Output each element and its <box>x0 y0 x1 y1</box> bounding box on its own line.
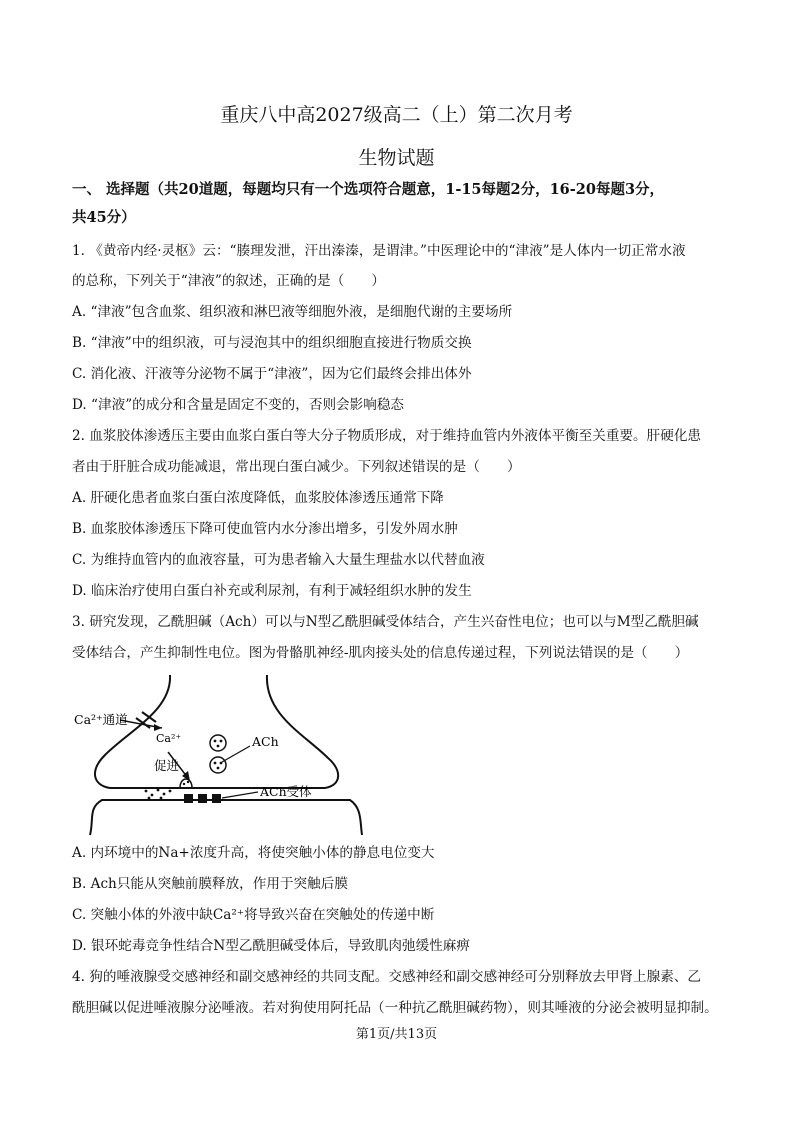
question-3-option-d: D. 银环蛇毒竞争性结合N型乙酰胆碱受体后，导致肌肉弛缓性麻痹 <box>72 938 470 954</box>
axon-terminal-outline <box>95 675 338 788</box>
section-heading-cont: 共45分） <box>72 209 136 226</box>
ach-receptor-label: ACh受体 <box>260 784 312 799</box>
question-3-option-b: B. Ach只能从突触前膜释放，作用于突触后膜 <box>72 876 348 892</box>
question-1-option-b: B. “津液”中的组织液，可与浸泡其中的组织细胞直接进行物质交换 <box>72 335 472 351</box>
page-footer: 第1页/共13页 <box>355 1027 438 1042</box>
question-4-stem-line1: 4. 狗的唾液腺受交感神经和副交感神经的共同支配。交感神经和副交感神经可分别释放去甲肾上腺素、乙 <box>72 969 702 985</box>
question-1-option-a: A. “津液”包含血浆、组织液和淋巴液等细胞外液，是细胞代谢的主要场所 <box>72 304 513 320</box>
ach-receptor-icon <box>184 794 221 803</box>
question-3-option-a: A. 内环境中的Na+浓度升高，将使突触小体的静息电位变大 <box>72 845 435 861</box>
question-3-stem-line1: 3. 研究发现，乙酰胆碱（Ach）可以与N型乙酰胆碱受体结合，产生兴奋性电位；也可以与M型乙酰胆碱 <box>72 614 699 630</box>
question-1-option-d: D. “津液”的成分和含量是固定不变的，否则会影响稳态 <box>72 397 405 413</box>
synapse-diagram <box>70 670 410 840</box>
ach-leader <box>222 746 250 762</box>
question-1-option-c: C. 消化液、汗液等分泌物不属于“津液”，因为它们最终会排出体外 <box>72 366 472 382</box>
question-3-option-c: C. 突触小体的外液中缺Ca²⁺将导致兴奋在突触处的传递中断 <box>72 907 435 923</box>
ca-channel-label: Ca²⁺通道 <box>74 712 128 727</box>
question-1-stem-line1: 1. 《黄帝内经·灵枢》云：“腠理发泄，汗出溱溱，是谓津。”中医理论中的“津液”是人体内一切正常水液 <box>72 243 686 259</box>
question-4-stem-line2: 酰胆碱以促进唾液腺分泌唾液。若对狗使用阿托品（一种抗乙酰胆碱药物），则其唾液的分泌会被明显抑制。 <box>72 1000 718 1016</box>
question-1-stem-line2: 的总称，下列关于“津液”的叙述，正确的是（ ） <box>72 273 385 289</box>
exam-title: 重庆八中高2027级高二（上）第二次月考 <box>220 104 573 126</box>
vesicle-icon <box>180 735 226 788</box>
postsynaptic-membrane <box>90 800 362 835</box>
section-heading: 一、 选择题（共20道题，每题均只有一个选项符合题意，1-15每题2分，16-20每题3分， <box>72 181 665 198</box>
ca-ion-label: Ca²⁺ <box>156 732 182 745</box>
receptor-leader <box>222 792 258 798</box>
released-ach-dots <box>145 789 172 800</box>
promote-label: 促进 <box>154 758 180 773</box>
question-2-option-c: C. 为维持血管内的血液容量，可为患者输入大量生理盐水以代替血液 <box>72 552 485 568</box>
ach-label: ACh <box>252 734 279 749</box>
question-2-stem-line2: 者由于肝脏合成功能减退，常出现白蛋白减少。下列叙述错误的是（ ） <box>72 459 521 475</box>
question-2-option-b: B. 血浆胶体渗透压下降可使血管内水分渗出增多，引发外周水肿 <box>72 521 458 537</box>
question-3-stem-line2: 受体结合，产生抑制性电位。图为骨骼肌神经-肌肉接头处的信息传递过程，下列说法错误的是（ ） <box>72 645 689 661</box>
question-2-stem-line1: 2. 血浆胶体渗透压主要由血浆白蛋白等大分子物质形成，对于维持血管内外液体平衡至关重要。肝硬化患 <box>72 428 702 444</box>
question-2-option-a: A. 肝硬化患者血浆白蛋白浓度降低，血浆胶体渗透压通常下降 <box>72 490 444 506</box>
question-2-option-d: D. 临床治疗使用白蛋白补充或利尿剂，有利于减轻组织水肿的发生 <box>72 583 472 599</box>
subject-title: 生物试题 <box>358 147 435 169</box>
